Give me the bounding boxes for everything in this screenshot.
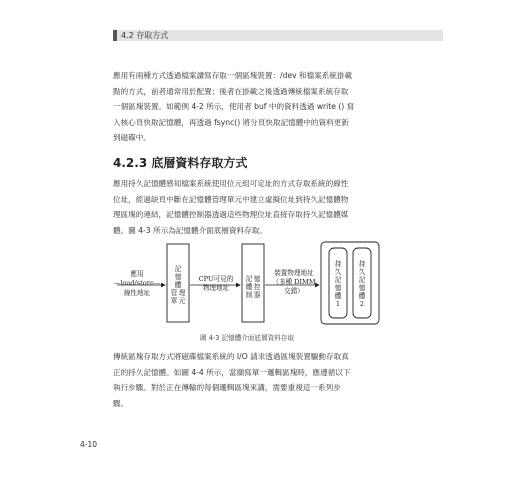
mmu-label: 元: [178, 297, 186, 305]
paragraph-line: 應用持久記憶體感知檔案系統使用位元組可定址的方式存取系統的線性: [113, 179, 349, 188]
paragraph-line: 入核心頁快取記憶體，再透過 fsync() 將分頁快取記憶體中的資料更新: [113, 117, 349, 127]
mmu-label: 憶: [174, 273, 182, 281]
mmu-label: 記: [174, 265, 182, 273]
paragraph-line: 位址，經過缺頁中斷在記憶體管理單元中建立虛擬位址到持久記憶體物: [113, 194, 349, 204]
pm2-label: 久: [358, 268, 366, 276]
mmu-label: 單: [170, 297, 178, 305]
header-accent: [113, 30, 117, 41]
device-address-label: 交錯）: [284, 287, 304, 295]
app-label: 應用: [130, 270, 144, 278]
paragraph-line: 體。圖 4-3 所示為記憶體介面底層資料存取。: [113, 225, 267, 235]
pm1-label: 持: [334, 260, 342, 268]
pm2-label: 持: [358, 260, 366, 268]
paragraph-line: 理區塊的連結，記憶體控制器透過這些物理位址直接存取持久記憶體媒: [113, 210, 349, 220]
mc-label: 制: [245, 291, 253, 299]
paragraph-line: 到磁碟中。: [113, 133, 151, 143]
pm2-label: 體: [358, 292, 366, 300]
pm2-label: 憶: [358, 284, 366, 292]
pm1-label: 體: [334, 292, 342, 300]
pm1-label: 1: [335, 300, 341, 308]
paragraph-block-access-intro: [113, 68, 405, 146]
paragraph-line: 點的方式，前者通常用於配置；後者在掛載之後透過傳統檔案系統存取: [113, 86, 349, 96]
mmu-label: 體: [174, 281, 182, 289]
phys-label: CPU可見的: [198, 275, 234, 283]
paragraph-low-level-access: [113, 176, 405, 238]
pm2-label: 記: [358, 276, 366, 284]
mc-label: 控: [253, 283, 261, 291]
memory-access-diagram: [113, 238, 403, 328]
figure-caption: 圖 4-3 記憶體介面底層資料存取: [200, 334, 295, 342]
pm1-label: 記: [334, 276, 342, 284]
mc-label: 體: [245, 283, 253, 291]
pm2-label: 2: [359, 300, 365, 308]
mmu-label: 理: [178, 289, 186, 297]
device-address-label: 裝置物理地址: [274, 269, 314, 277]
app-label: 線性地址: [123, 289, 151, 297]
paragraph-line: 驟。: [113, 398, 129, 408]
app-label: —load/store—: [113, 279, 161, 287]
page-number: 4-10: [80, 440, 98, 449]
device-address-label: （多種 DIMM: [272, 278, 316, 286]
paragraph-line: 正的持久記憶體。如圖 4-4 所示，當擷寫單一邏輯區塊時，應遵循以下: [113, 367, 351, 377]
phys-label: 物理地址: [202, 284, 230, 292]
paragraph-line: 傳統區塊存取方式將磁碟檔案系統的 I/O 請求透過區塊裝置驅動存取真: [113, 352, 349, 361]
pm1-label: 憶: [334, 284, 342, 292]
mmu-label: 管: [170, 289, 178, 297]
section-title: 4.2.3 底層資料存取方式: [113, 156, 248, 170]
paragraph-line: 應用有兩種方式透過檔案讀寫存取一個區塊裝置：/dev 和檔案系統掛載: [113, 71, 353, 80]
paragraph-block-driver-access: [113, 349, 405, 411]
mc-label: 憶: [253, 275, 261, 283]
paragraph-line: 執行步驟。對於正在傳輸的每個邏輯區塊來講，需要重複這一系列步: [113, 383, 341, 393]
running-header: 4.2 存取方式: [121, 31, 169, 40]
paragraph-line: 一個區塊裝置。如範例 4-2 所示，使用者 buf 中的資料透過 write () 寫: [113, 102, 355, 112]
pm1-label: 久: [334, 268, 342, 276]
mc-label: 記: [245, 275, 253, 283]
mc-label: 器: [253, 291, 261, 299]
